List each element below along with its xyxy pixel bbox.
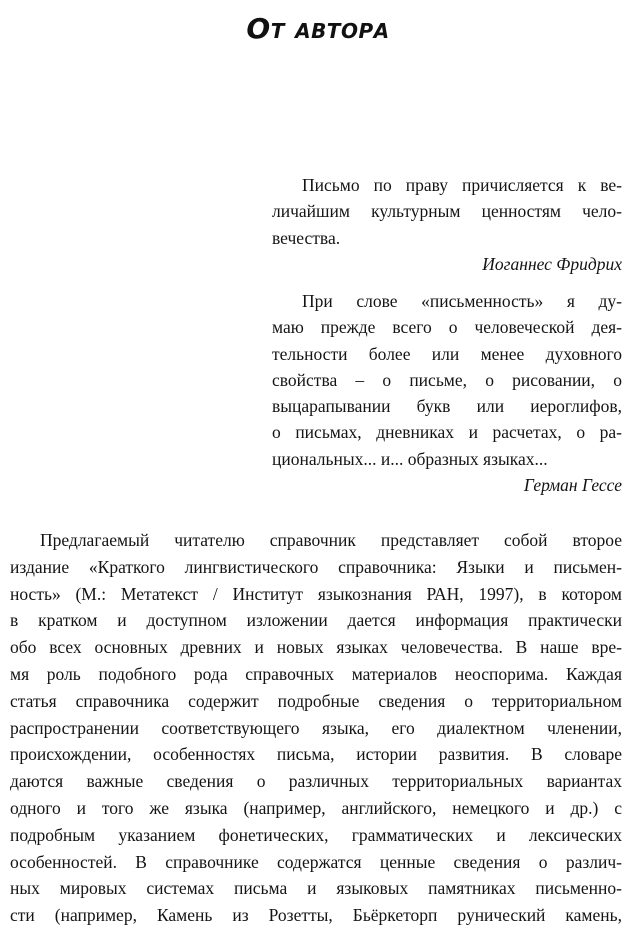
body-paragraph: [10, 527, 622, 929]
epigraph-line: личайшим культурным ценностям чело-: [272, 201, 622, 222]
epigraph-line: маю прежде всего о человеческой дея-: [272, 317, 622, 338]
body-line: ных мировых системах письма и языковых памятниках письменно-: [10, 878, 622, 899]
body-line: одного и того же языка (например, английского, немецкого и др.) с: [10, 797, 622, 818]
epigraph-line: циональных... и... образных языках...: [272, 448, 548, 469]
epigraph-author: Иоганнес Фридрих: [482, 253, 622, 274]
body-line: сти (например, Камень из Розетты, Бьёркеторп рунический камень,: [10, 905, 622, 926]
body-line: даются важные сведения о различных территориальных вариантах: [10, 771, 622, 792]
body-line: происхождении, особенностях письма, истории развития. В словаре: [10, 744, 622, 765]
epigraph-line: о письмах, дневниках и расчетах, о ра-: [272, 422, 622, 443]
epigraph-author: Герман Гессе: [523, 475, 622, 496]
body-line: издание «Краткого лингвистического справочника: Языки и письмен-: [10, 556, 622, 577]
body-line: Предлагаемый читателю справочник представляет собой второе: [40, 530, 622, 550]
epigraph-1: [272, 172, 622, 277]
body-line: мя роль подобного рода справочных материалов неоспорима. Каждая: [10, 663, 622, 684]
page-title: От автора: [246, 12, 390, 45]
body-line: в кратком и доступном изложении дается информация практически: [10, 610, 622, 631]
body-line: подробным указанием фонетических, грамматических и лексических: [10, 824, 622, 845]
epigraph-line: свойства – о письме, о рисовании, о: [272, 369, 622, 390]
body-line: обо всех основных древних и новых языках человечества. В наше вре-: [10, 637, 622, 658]
body-line: распространении соответствующего языка, его диалектном членении,: [10, 717, 622, 738]
body-line: статья справочника содержит подробные сведения о территориальном: [10, 690, 622, 711]
epigraph-2: [272, 288, 622, 498]
epigraph-line: тельности более или менее духовного: [272, 343, 622, 364]
epigraph-line: Письмо по праву причисляется к ве-: [302, 175, 622, 195]
epigraph-line: При слове «письменность» я ду-: [302, 291, 622, 311]
body-line: ность» (М.: Метатекст / Институт языкознания РАН, 1997), в котором: [10, 583, 622, 604]
body-line: особенностей. В справочнике содержатся ценные сведения о различ-: [10, 851, 622, 872]
epigraph-line: выцарапывании букв или иероглифов,: [272, 396, 622, 417]
epigraph-line: вечества.: [272, 227, 341, 248]
